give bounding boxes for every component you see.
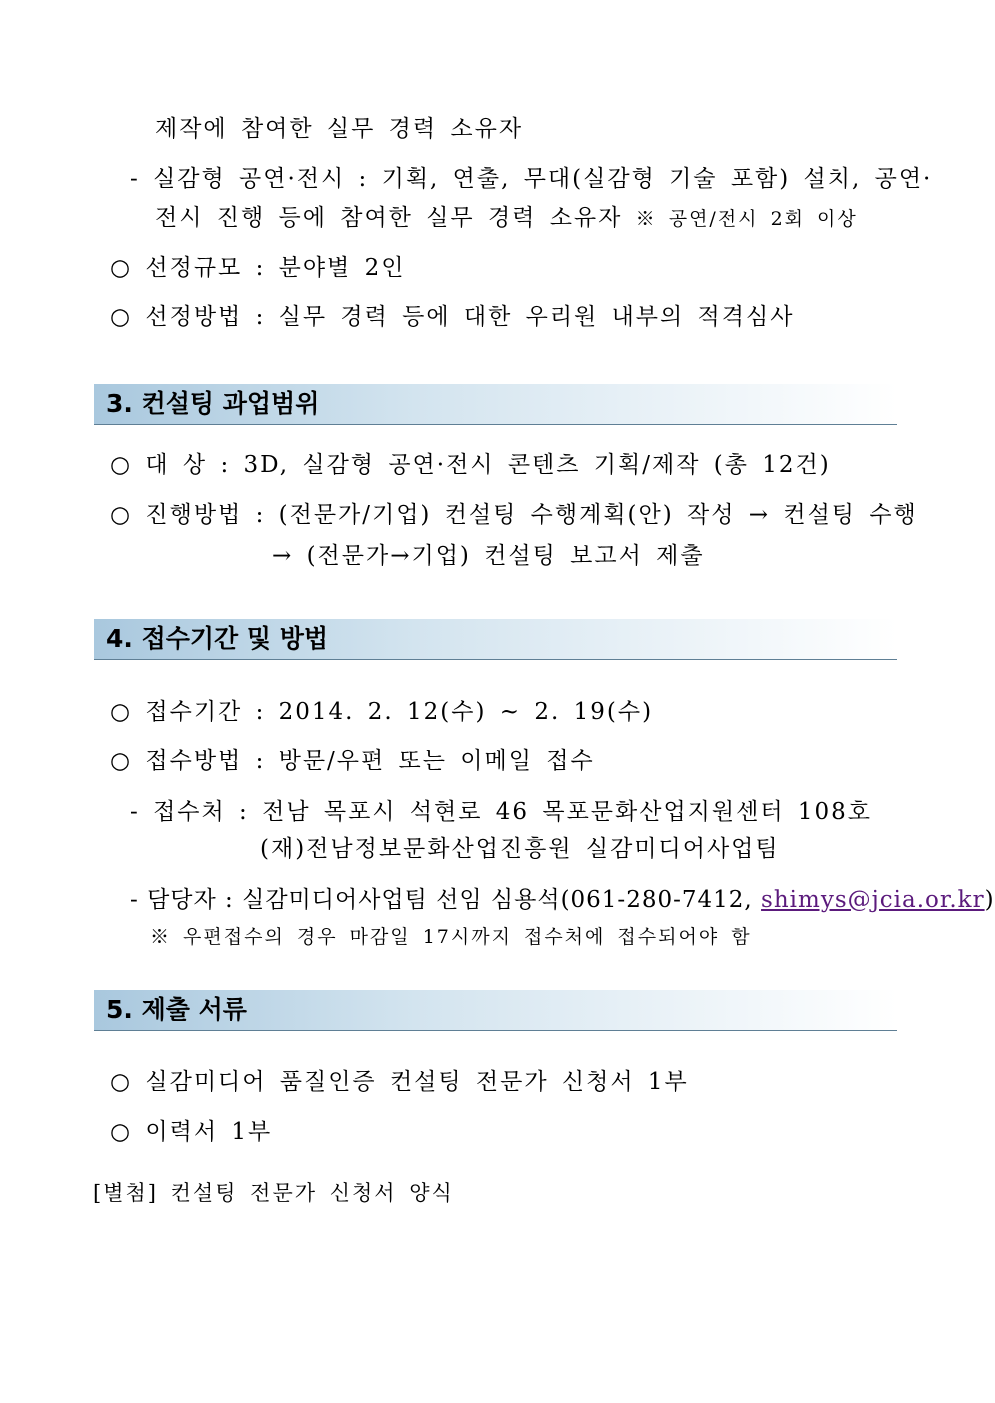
- contact-prefix: - 담당자 : 실감미디어사업팀 선임 심용석(061-280-7412,: [130, 887, 762, 913]
- section-3-target: ○ 대 상 : 3D, 실감형 공연·전시 콘텐츠 기획/제작 (총 12건): [110, 452, 831, 478]
- criteria-line-3: [155, 203, 858, 234]
- criteria-line-1: 제작에 참여한 실무 경력 소유자: [155, 116, 524, 142]
- section-4-period: ○ 접수기간 : 2014. 2. 12(수) ~ 2. 19(수): [110, 699, 654, 725]
- section-5-item-1: ○ 실감미디어 품질인증 컨설팅 전문가 신청서 1부: [110, 1069, 689, 1095]
- section-3-heading: [94, 384, 897, 425]
- section-4-method: ○ 접수방법 : 방문/우편 또는 이메일 접수: [110, 748, 595, 774]
- contact-suffix: ): [984, 887, 995, 913]
- section-5-title: 5. 제출 서류: [106, 995, 247, 1024]
- section-4-title: 4. 접수기간 및 방법: [106, 624, 329, 653]
- section-5-heading: [94, 990, 897, 1031]
- selection-method: ○ 선정방법 : 실무 경력 등에 대한 우리원 내부의 적격심사: [110, 304, 795, 330]
- contact-email-link[interactable]: shimys@jcia.or.kr: [761, 887, 985, 913]
- section-3-process-cont: → (전문가→기업) 컨설팅 보고서 제출: [272, 543, 705, 569]
- criteria-line-2: - 실감형 공연·전시 : 기획, 연출, 무대(실감형 기술 포함) 설치, 공연·: [130, 166, 933, 192]
- section-3-process: ○ 진행방법 : (전문가/기업) 컨설팅 수행계획(안) 작성 → 컨설팅 수행: [110, 502, 918, 528]
- criteria-line-3-main: 전시 진행 등에 참여한 실무 경력 소유자: [155, 205, 623, 231]
- section-3-title: 3. 컨설팅 과업범위: [106, 389, 320, 418]
- section-5-item-2: ○ 이력서 1부: [110, 1119, 273, 1145]
- section-4-address: - 접수처 : 전남 목포시 석현로 46 목포문화산업지원센터 108호: [130, 799, 872, 825]
- selection-scale: ○ 선정규모 : 분야별 2인: [110, 255, 406, 281]
- attachment-note: [별첨] 컨설팅 전문가 신청서 양식: [93, 1181, 454, 1205]
- section-4-note: ※ 우편접수의 경우 마감일 17시까지 접수처에 접수되어야 함: [150, 926, 752, 948]
- section-4-heading: [94, 619, 897, 660]
- section-4-address-org: (재)전남정보문화산업진흥원 실감미디어사업팀: [260, 836, 780, 862]
- section-4-contact: [130, 885, 995, 915]
- criteria-note: ※ 공연/전시 2회 이상: [635, 208, 858, 230]
